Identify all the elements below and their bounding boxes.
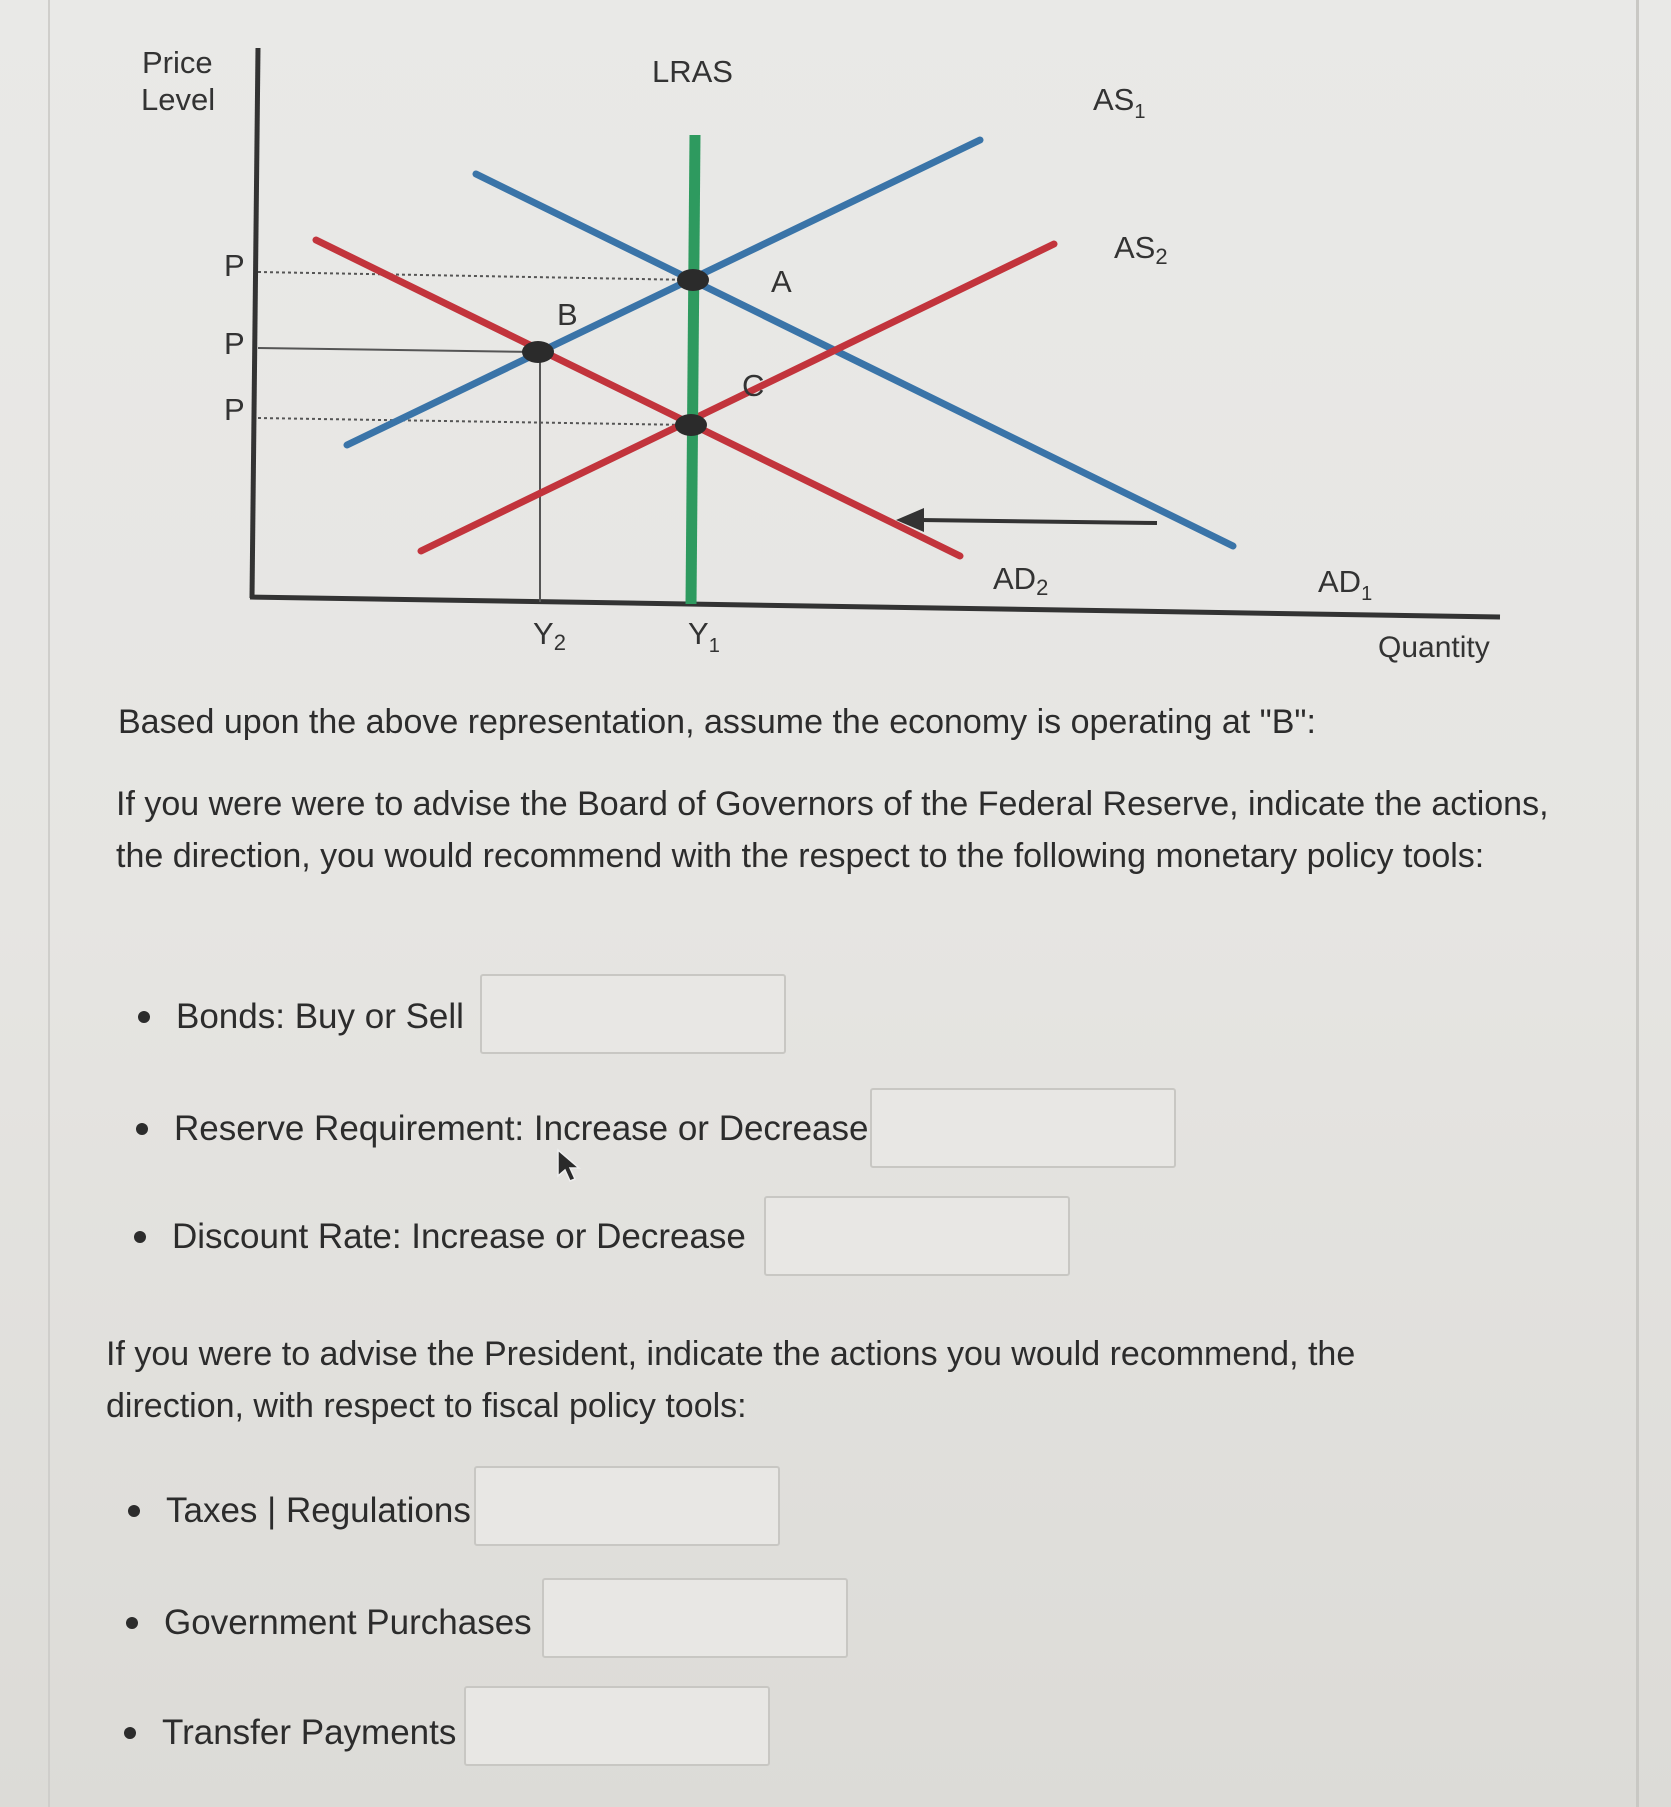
taxes-regulations-row: [128, 1468, 471, 1554]
taxes-regulations-answer-input[interactable]: [474, 1466, 780, 1546]
p3-label: P: [224, 392, 245, 427]
as1-label: $AS_1$: [1093, 82, 1146, 123]
mouse-cursor-icon: [556, 1148, 582, 1184]
ad2-label: AD2: [993, 561, 1049, 600]
as2-curve: [421, 244, 1054, 551]
discount-rate-label: Discount Rate: Increase or Decrease: [172, 1217, 746, 1256]
p3-guide: [258, 418, 690, 425]
ad-as-graph: [0, 0, 1671, 700]
p2-guide: [258, 348, 538, 352]
government-purchases-row: [126, 1580, 532, 1666]
point-a-dot: [677, 269, 709, 291]
bullet-icon: [136, 1123, 148, 1135]
bonds-row: [138, 974, 464, 1060]
bullet-icon: [124, 1727, 136, 1739]
bullet-icon: [126, 1617, 138, 1629]
x-axis: [250, 597, 1500, 617]
shift-arrow-line: [920, 520, 1157, 523]
point-c-label: C: [742, 368, 765, 403]
reserve-requirement-row: [136, 1086, 868, 1172]
y-axis-label-line1: Price: [142, 45, 213, 80]
discount-rate-answer-input[interactable]: [764, 1196, 1070, 1276]
lras-label: LRAS: [652, 54, 733, 89]
reserve-requirement-answer-input[interactable]: [870, 1088, 1176, 1168]
y-axis-label-line2: Level: [141, 82, 216, 117]
ad1-label: $AD_1$: [1318, 564, 1373, 605]
x-axis-label: Quantity: [1378, 631, 1490, 664]
point-a-label: A: [771, 264, 792, 299]
transfer-payments-answer-input[interactable]: [464, 1686, 770, 1766]
y-axis: [252, 48, 258, 598]
lras-line: [691, 135, 695, 604]
y1-label: $Y_1$: [688, 616, 720, 657]
taxes-regulations-label: Taxes | Regulations: [166, 1491, 471, 1530]
ad2-curve: [316, 240, 960, 556]
question-intro: Based upon the above representation, assume the economy is operating at "B":: [118, 703, 1316, 741]
as2-label: AS2: [1114, 230, 1168, 269]
government-purchases-label: Government Purchases: [164, 1603, 532, 1642]
president-prompt: If you were to advise the President, indicate the actions you would recommend, the direction, with respect to fiscal policy tools:: [106, 1335, 1356, 1425]
p1-guide: [258, 272, 694, 280]
p2-label: P: [224, 326, 245, 361]
p1-label: P: [224, 248, 245, 283]
bonds-label: Bonds: Buy or Sell: [176, 997, 464, 1036]
point-c-dot: [675, 414, 707, 436]
discount-rate-row: [134, 1194, 746, 1280]
point-b-dot: [522, 341, 554, 363]
bullet-icon: [128, 1505, 140, 1517]
fed-prompt: If you were were to advise the Board of Governors of the Federal Reserve, indicate the actions, the direction, you would recommend with the respect to the following monetary policy tools:: [116, 785, 1549, 875]
transfer-payments-row: [124, 1690, 456, 1776]
bonds-answer-input[interactable]: [480, 974, 786, 1054]
y2-label: Y2: [533, 616, 566, 655]
bullet-icon: [138, 1011, 150, 1023]
bullet-icon: [134, 1231, 146, 1243]
transfer-payments-label: Transfer Payments: [162, 1713, 457, 1752]
as1-curve: [347, 140, 980, 445]
government-purchases-answer-input[interactable]: [542, 1578, 848, 1658]
reserve-requirement-label: Reserve Requirement: Increase or Decrease: [174, 1109, 869, 1148]
point-b-label: B: [557, 297, 578, 332]
